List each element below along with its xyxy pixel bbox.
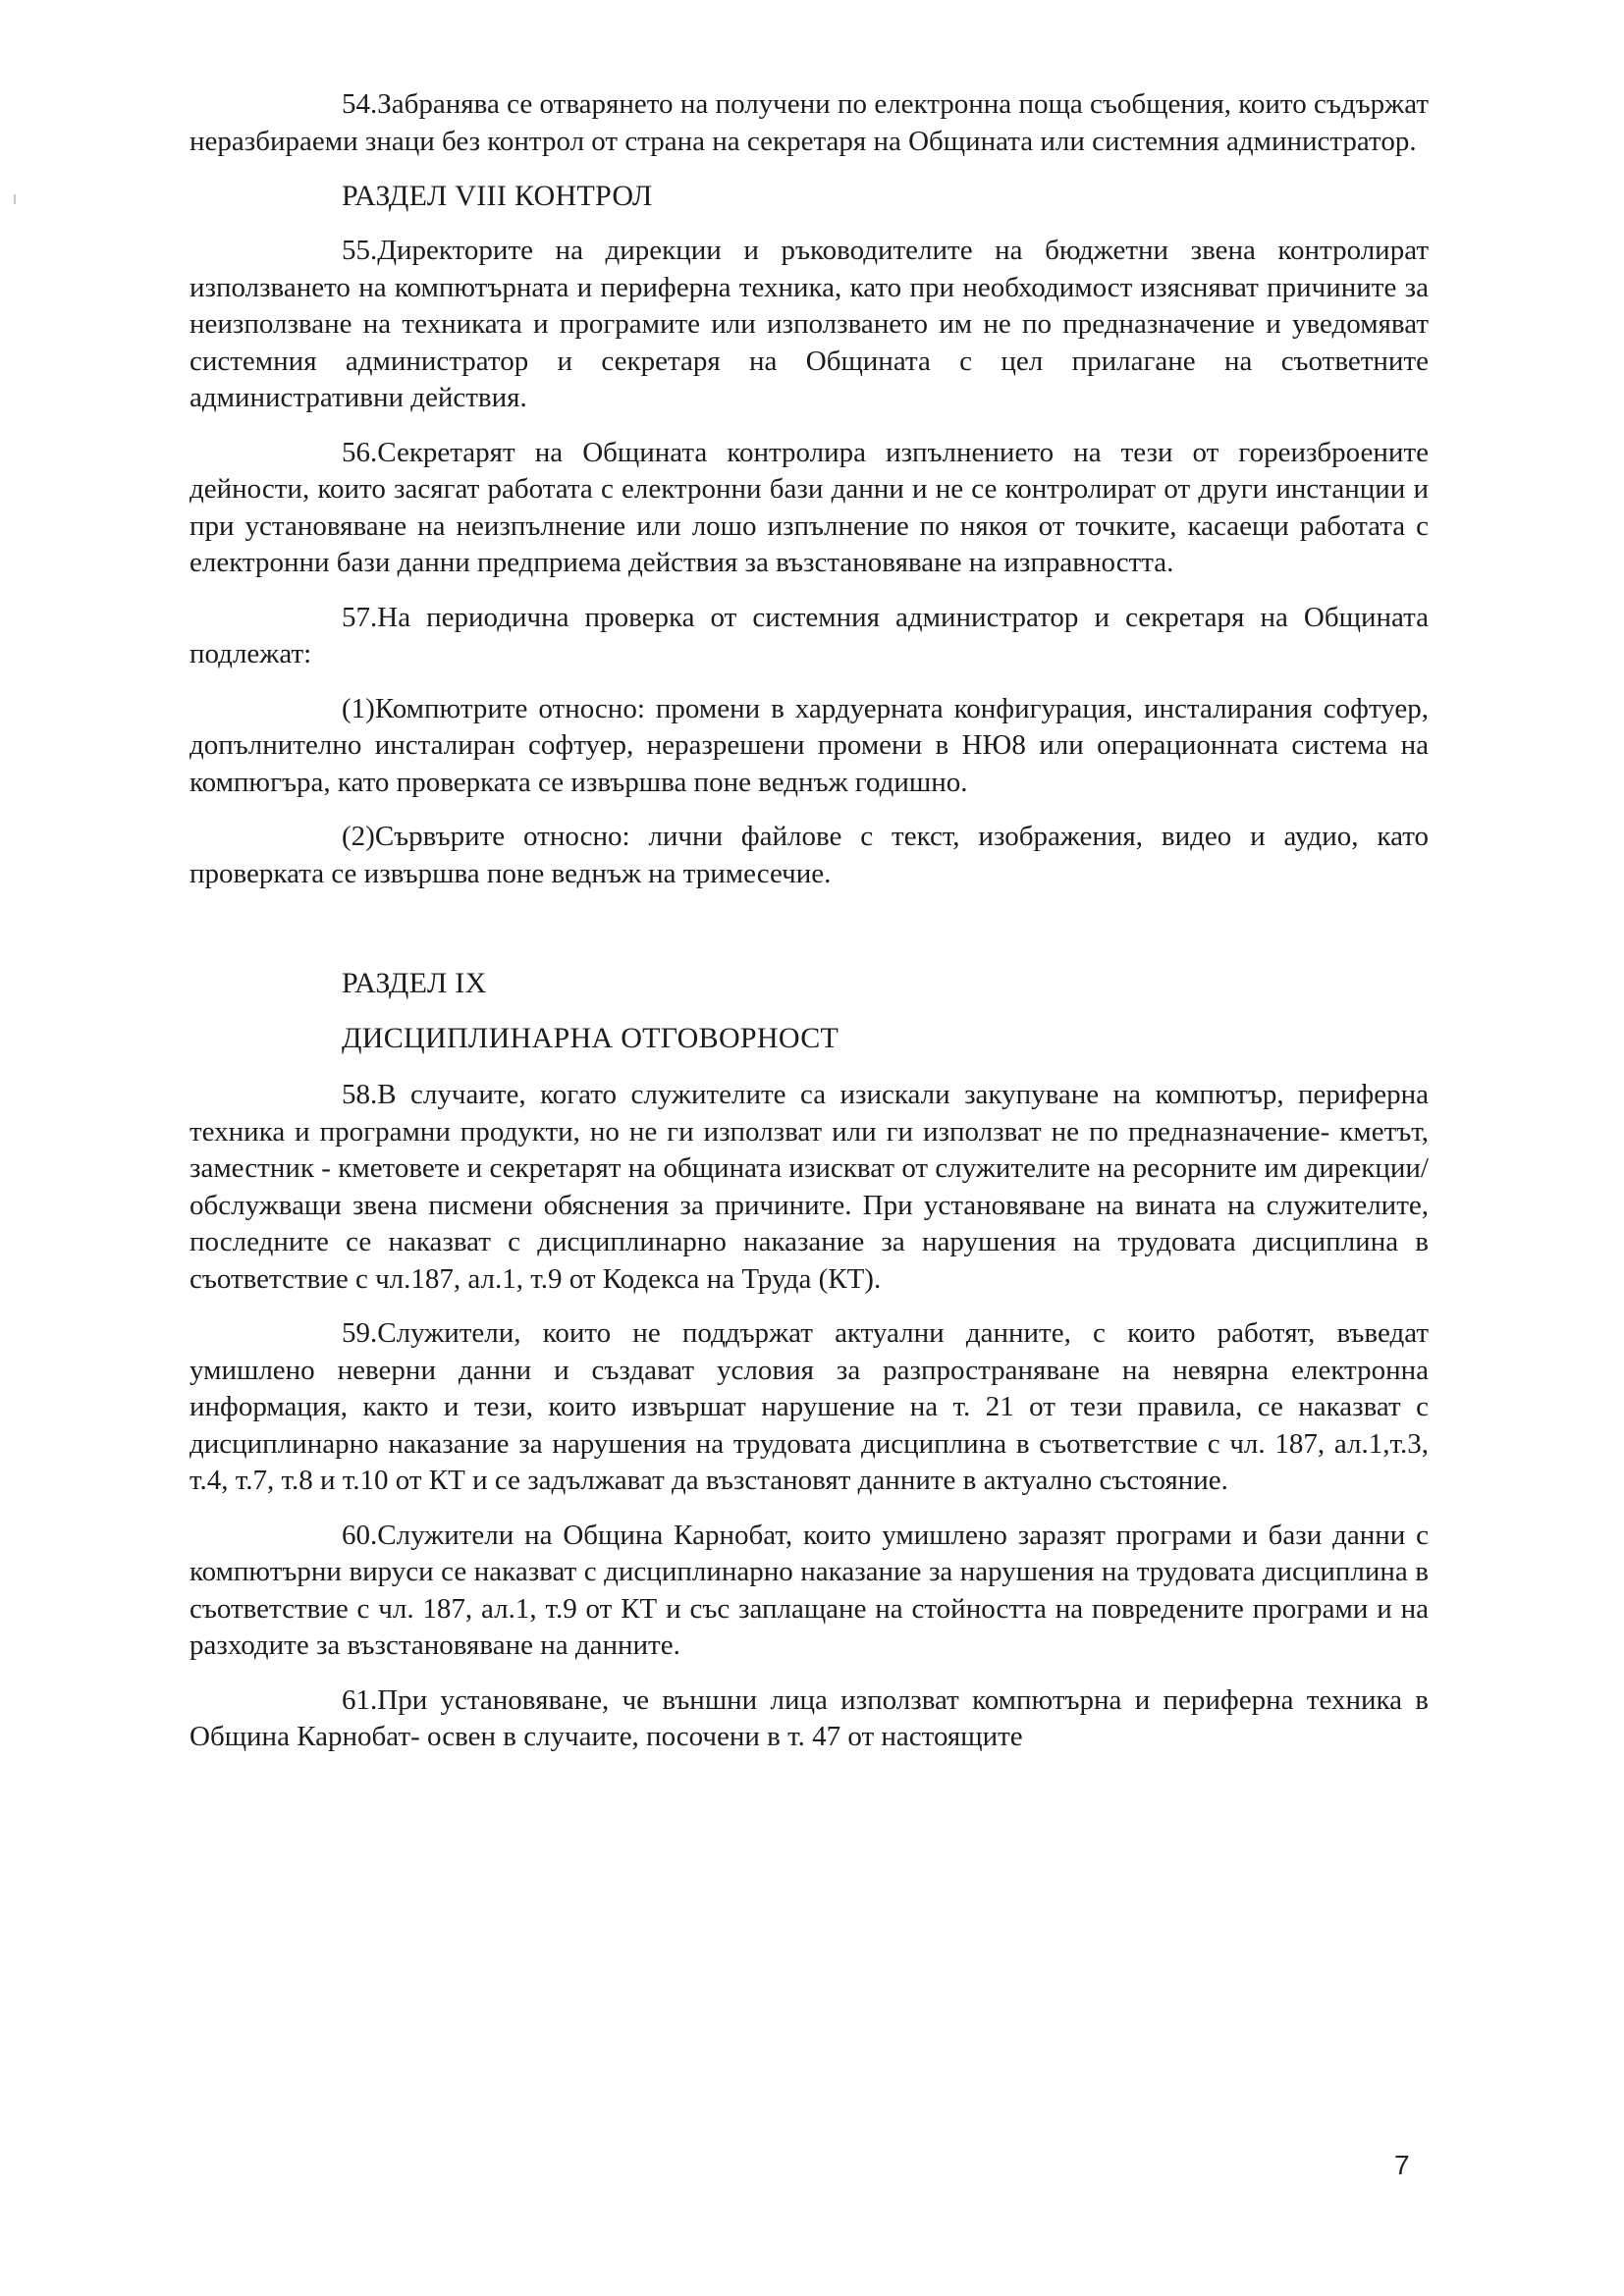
paragraph-55: 55.Директорите на дирекции и ръководителите на бюджетни звена контролират използването на компютърната и периферна техника, като при необходимост изясняват причините за неизползване на техниката и програмите или използването им не по предназначение и уведомяват системния администратор и секретаря на Общината с цел прилагане на съответните административни действия. — [189, 235, 1429, 413]
page-number: 7 — [1394, 2150, 1410, 2180]
paragraph-57-1: (1)Компютрите относно: промени в хардуерната конфигурация, инсталирания софтуер, допълнително инсталиран софтуер, неразрешени промени в НЮ8 или операционната система на компюгъра, като проверката се извършва поне веднъж годишно. — [189, 692, 1429, 798]
paragraph-60: 60.Служители на Община Карнобат, които умишлено заразят програми и бази данни с компютърни вируси се наказват с дисциплинарно наказание за нарушения на трудовата дисциплина в съответствие с чл. 187, ал.1, т.9 от КТ и със заплащане на стойността на повредените програми и на разходите за възстановяване на данните. — [189, 1519, 1429, 1661]
paragraph-59: 59.Служители, които не поддържат актуални данните, с които работят, въведат умишлено неверни данни и създават условия за разпространяване на невярна електронна информация, както и тези, които извършат нарушение на т. 21 от тези правила, се наказват с дисциплинарно наказание за нарушения на трудовата дисциплина в съответствие с чл. 187, ал.1,т.3, т.4, т.7, т.8 и т.10 от КТ и се задължават да възстановят данните в актуално състояние. — [189, 1317, 1429, 1496]
document-body — [189, 86, 1429, 1774]
scan-margin-mark — [14, 194, 16, 204]
paragraph-56: 56.Секретарят на Общината контролира изпълнението на тези от гореизброените дейности, които засягат работата с електронни бази данни и не се контролират от други инстанции и при установяване на неизпълнение или лошо изпълнение по някоя от точките, касаещи работата с електронни бази данни предприема действия за възстановяване на изправността. — [189, 436, 1429, 578]
section-heading-ix: РАЗДЕЛ IX — [342, 967, 487, 999]
section-subheading-discipline: ДИСЦИПЛИНАРНА ОТГОВОРНОСТ — [342, 1022, 839, 1054]
section-heading-viii: РАЗДЕЛ VIII КОНТРОЛ — [342, 180, 653, 212]
paragraph-58: 58.В случаите, когато служителите са изискали закупуване на компютър, периферна техника и програмни продукти, но не ги използват или ги използват не по предназначение- кметът, заместник - кметовете и секретарят на общината изискват от служителите на ресорните им дирекции/обслужващи звена писмени обяснения за причините. При установяване на вината на служителите, последните се наказват с дисциплинарно наказание за нарушения на трудовата дисциплина в съответствие с чл.187, ал.1, т.9 от Кодекса на Труда (КТ). — [189, 1079, 1429, 1295]
paragraph-57-2: (2)Сървърите относно: лични файлове с текст, изображения, видео и аудио, като проверката се извършва поне веднъж на тримесечие. — [189, 821, 1429, 889]
paragraph-57: 57.На периодична проверка от системния администратор и секретаря на Общината подлежат: — [189, 601, 1429, 669]
paragraph-61: 61.При установяване, че външни лица използват компютърна и периферна техника в Община Карнобат- освен в случаите, посочени в т. 47 от настоящите — [189, 1683, 1429, 1752]
paragraph-54: 54.Забранява се отварянето на получени по електронна поща съобщения, които съдържат неразбираеми знаци без контрол от страна на секретаря на Общината или системния администратор. — [189, 88, 1429, 157]
